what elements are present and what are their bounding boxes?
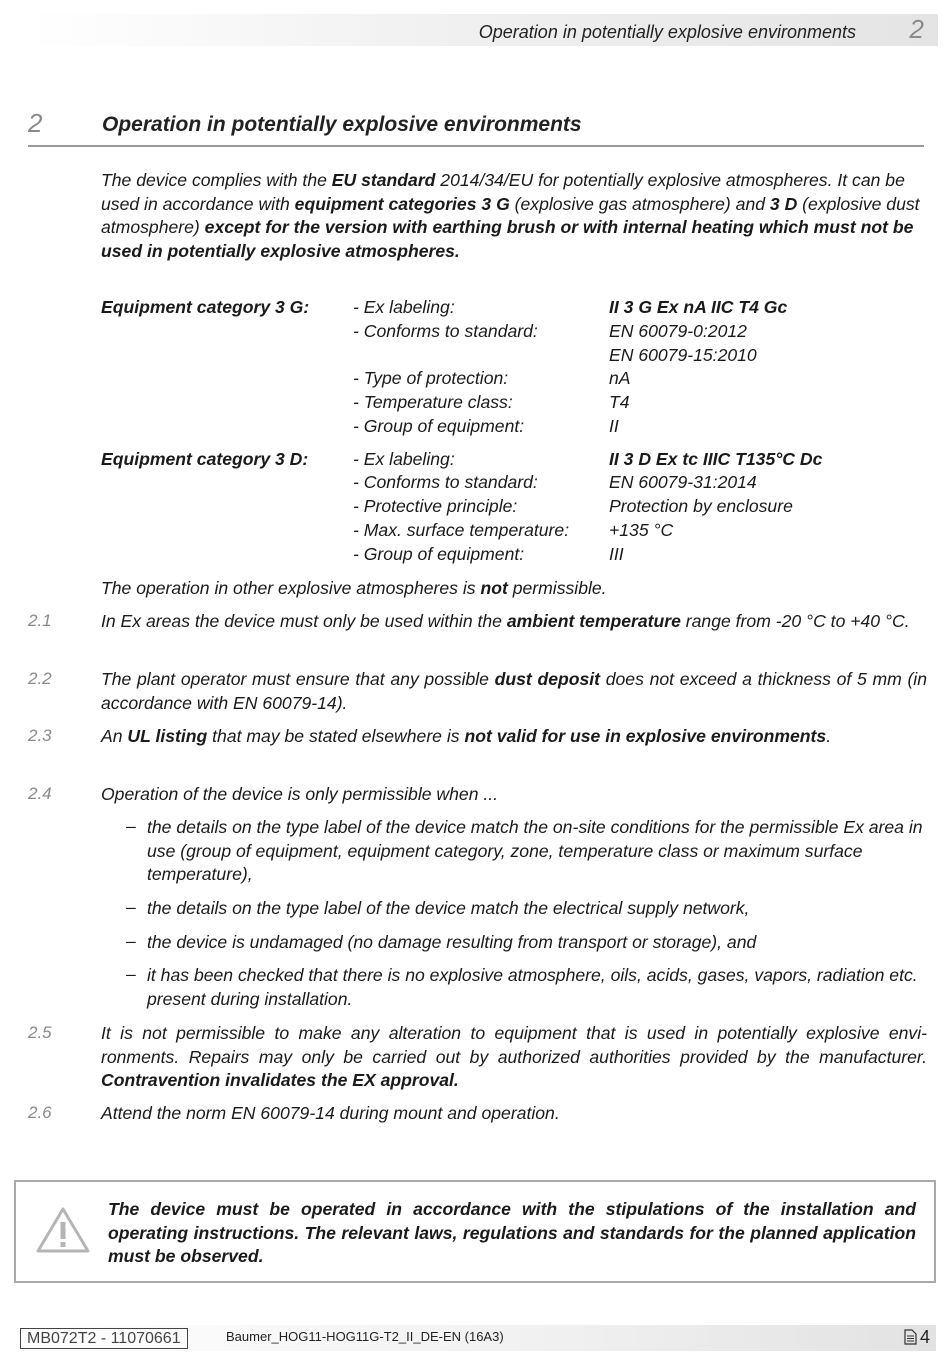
document-name: Baumer_HOG11-HOG11G-T2_II_DE-EN (16A3) (226, 1329, 504, 1344)
subsection-number: 2.1 (28, 611, 52, 630)
cat3d-label: Equipment category 3 D: (101, 449, 309, 469)
cat3g-value: nA (609, 368, 631, 388)
section-number: 2 (28, 108, 43, 138)
list-item: it has been checked that there is no explosive atmosphere, oils, acids, gases, vapors, radiation etc. present during installation. (147, 965, 918, 1009)
cat3d-value: Protection by enclosure (609, 496, 793, 516)
list-item: the details on the type label of the device match the on-site conditions for the permissible Ex area in use (group of equipment, equipment category, zone, temperature class or maximum surface temperature), (147, 817, 923, 884)
page-footer (14, 1325, 936, 1351)
cat3g-value: II 3 G Ex nA IIC T4 Gc (609, 297, 788, 317)
page-header (28, 14, 938, 46)
subsection-2-4-text: Operation of the device is only permissible when ... (101, 784, 499, 804)
document-code: MB072T2 - 11070661 (20, 1328, 188, 1349)
page-number: 4 (919, 1327, 930, 1347)
subsection-2-3-text: An UL listing that may be stated elsewhere is not valid for use in explosive environments. (101, 726, 832, 746)
cat3g-key: - Type of protection: (353, 368, 509, 388)
cat3g-value: EN 60079-15:2010 (609, 345, 757, 365)
bullet-dash: – (126, 816, 136, 836)
subsection-number: 2.3 (28, 726, 52, 745)
cat3g-key: - Ex labeling: (353, 297, 455, 317)
page-indicator (904, 1327, 930, 1348)
cat3g-label: Equipment category 3 G: (101, 297, 310, 317)
subsection-number: 2.6 (28, 1103, 52, 1122)
cat3d-key: - Max. surface temperature: (353, 520, 570, 540)
cat3g-value: II (609, 416, 619, 436)
subsection-2-5-text: It is not permissible to make any alteration to equipment that is used in potentially explosive environments. Repairs may only be carried out by authorized authorities provided by the manufacturer. Contravention invalidates the EX approval. (101, 1023, 927, 1090)
warning-text: The device must be operated in accordance with the stipulations of the installation and operating instructions. The relevant laws, regulations and standards for the planned application must be observed. (108, 1199, 916, 1266)
cat3d-value: III (609, 544, 624, 564)
subsection-2-6-text: Attend the norm EN 60079-14 during mount and operation. (101, 1103, 560, 1123)
cat3d-value: +135 °C (609, 520, 674, 540)
cat3g-value: EN 60079-0:2012 (609, 321, 747, 341)
cat3g-key: - Temperature class: (353, 392, 513, 412)
cat3d-key: - Conforms to standard: (353, 472, 538, 492)
cat3g-key: - Conforms to standard: (353, 321, 538, 341)
section-divider (28, 145, 924, 147)
subsection-2-2-text: The plant operator must ensure that any possible dust deposit does not exceed a thickness of 5 mm (in accordance with EN 60079-14). (101, 669, 927, 713)
cat3d-value: EN 60079-31:2014 (609, 472, 757, 492)
header-chapter-number: 2 (909, 14, 924, 44)
bullet-dash: – (126, 897, 136, 917)
section-title: Operation in potentially explosive environments (102, 113, 582, 136)
cat3d-key: - Ex labeling: (353, 449, 455, 469)
list-item: the device is undamaged (no damage resulting from transport or storage), and (147, 932, 757, 952)
cat3g-value: T4 (609, 392, 630, 412)
document-icon (904, 1329, 917, 1345)
bullet-dash: – (126, 964, 136, 984)
cat3d-key: - Protective principle: (353, 496, 518, 516)
warning-triangle-icon (36, 1206, 90, 1254)
header-title: Operation in potentially explosive environments (478, 22, 856, 42)
subsection-2-1-text: In Ex areas the device must only be used within the ambient temperature range from -20 °C to +40 °C. (101, 611, 910, 631)
bullet-dash: – (126, 931, 136, 951)
warning-box (14, 1180, 936, 1283)
cat3d-value: II 3 D Ex tc IIIC T135°C Dc (609, 449, 823, 469)
intro-paragraph: The device complies with the EU standard 2014/34/EU for potentially explosive atmospheres. It can be used in accordance with equipment categories 3 G (explosive gas atmosphere) and 3 D (explosive dust atmosphere) except for the version with earthing brush or with internal heating which must not be used in potentially explosive atmospheres. (101, 170, 920, 261)
list-item: the details on the type label of the device match the electrical supply network, (147, 898, 750, 918)
subsection-number: 2.4 (28, 784, 52, 803)
other-atmospheres-note: The operation in other explosive atmospheres is not permissible. (101, 578, 607, 598)
cat3d-key: - Group of equipment: (353, 544, 525, 564)
subsection-number: 2.2 (28, 669, 52, 688)
cat3g-key: - Group of equipment: (353, 416, 525, 436)
subsection-number: 2.5 (28, 1023, 52, 1042)
